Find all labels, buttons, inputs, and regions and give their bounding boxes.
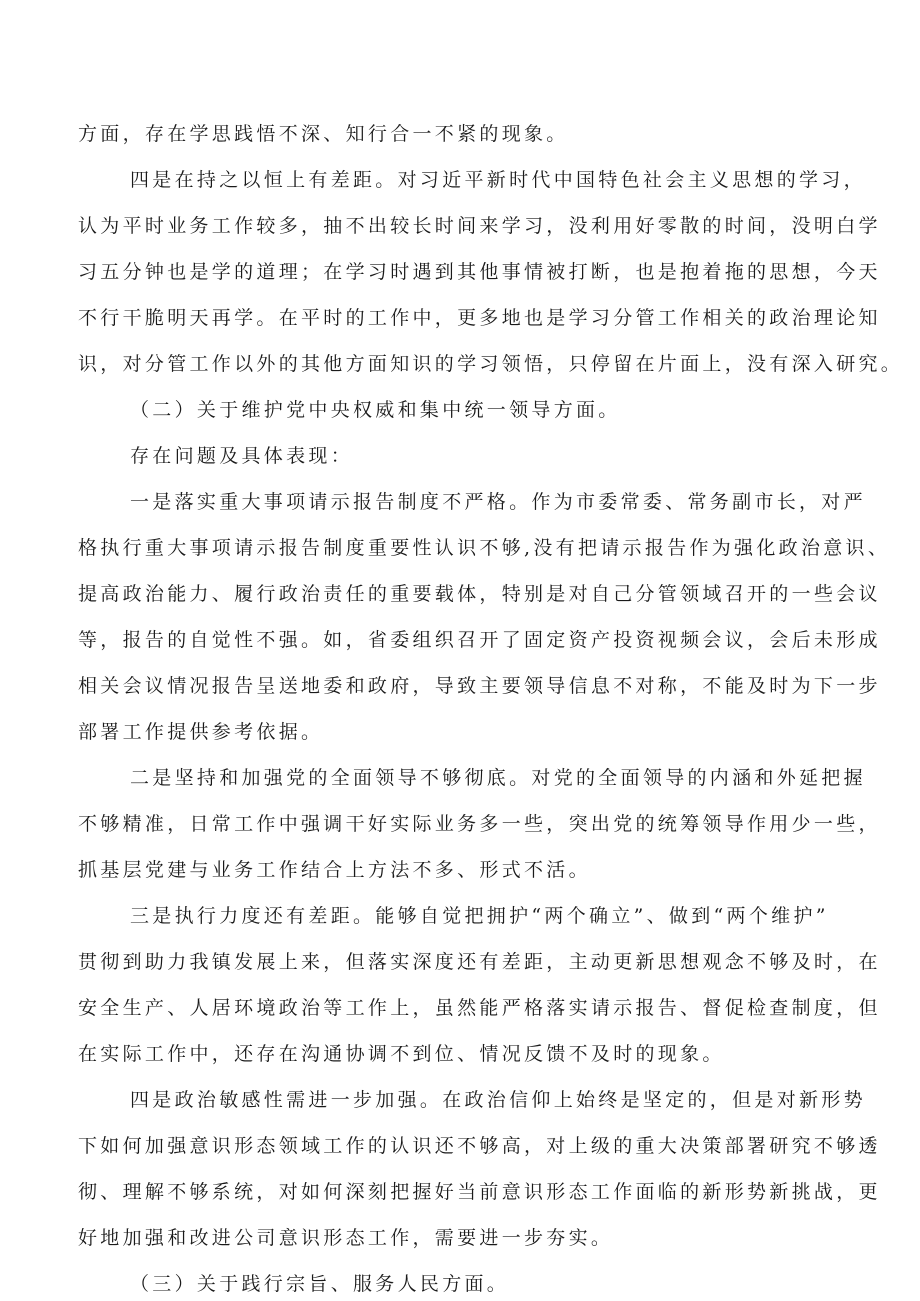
text-line: 三是执行力度还有差距。能够自觉把拥护“两个确立”、做到“两个维护” [130,905,829,927]
text-line: 方面，存在学思践悟不深、知行合一不紧的现象。 [78,123,569,145]
text-line: 贯彻到助力我镇发展上来，但落实深度还有差距，主动更新思想观念不够及时，在 [78,951,881,973]
text-line: 等，报告的自觉性不强。如，省委组织召开了固定资产投资视频会议，会后未形成 [78,629,881,651]
text-line: 认为平时业务工作较多，抽不出较长时间来学习，没利用好零散的时间，没明白学 [78,215,881,237]
text-line: 格执行重大事项请示报告制度重要性认识不够,没有把请示报告作为强化政治意识、 [78,537,891,559]
section-heading: （三）关于践行宗旨、服务人民方面。 [130,1273,510,1295]
text-line: 相关会议情况报告呈送地委和政府，导致主要领导信息不对称，不能及时为下一步 [78,675,881,697]
text-line: 彻、理解不够系统，对如何深刻把握好当前意识形态工作面临的新形势新挑战，更 [78,1181,881,1203]
text-line: 二是坚持和加强党的全面领导不够彻底。对党的全面领导的内涵和外延把握 [130,767,866,789]
text-line: 提高政治能力、履行政治责任的重要载体，特别是对自己分管领域召开的一些会议 [78,583,881,605]
text-line: 四是在持之以恒上有差距。对习近平新时代中国特色社会主义思想的学习， [130,169,866,191]
text-line: 不够精准，日常工作中强调干好实际业务多一些，突出党的统筹领导作用少一些， [78,813,881,835]
text-line: 不行干脆明天再学。在平时的工作中，更多地也是学习分管工作相关的政治理论知 [78,307,881,329]
text-line: 四是政治敏感性需进一步加强。在政治信仰上始终是坚定的，但是对新形势 [130,1089,866,1111]
text-line: 部署工作提供参考依据。 [78,721,324,743]
text-line: 识，对分管工作以外的其他方面知识的学习领悟，只停留在片面上，没有深入研究。 [78,353,904,375]
text-line: 下如何加强意识形态领域工作的认识还不够高，对上级的重大决策部署研究不够透 [78,1135,881,1157]
text-line: 习五分钟也是学的道理；在学习时遇到其他事情被打断，也是抱着拖的思想，今天 [78,261,881,283]
text-line: 一是落实重大事项请示报告制度不严格。作为市委常委、常务副市长，对严 [130,491,866,513]
text-line: 安全生产、人居环境政治等工作上，虽然能严格落实请示报告、督促检查制度，但 [78,997,881,1019]
text-line: 抓基层党建与业务工作结合上方法不多、形式不活。 [78,859,591,881]
text-line: 在实际工作中，还存在沟通协调不到位、情况反馈不及时的现象。 [78,1043,725,1065]
text-line: 好地加强和改进公司意识形态工作，需要进一步夯实。 [78,1227,614,1249]
text-line: 存在问题及具体表现： [130,445,354,467]
section-heading: （二）关于维护党中央权威和集中统一领导方面。 [130,399,621,421]
